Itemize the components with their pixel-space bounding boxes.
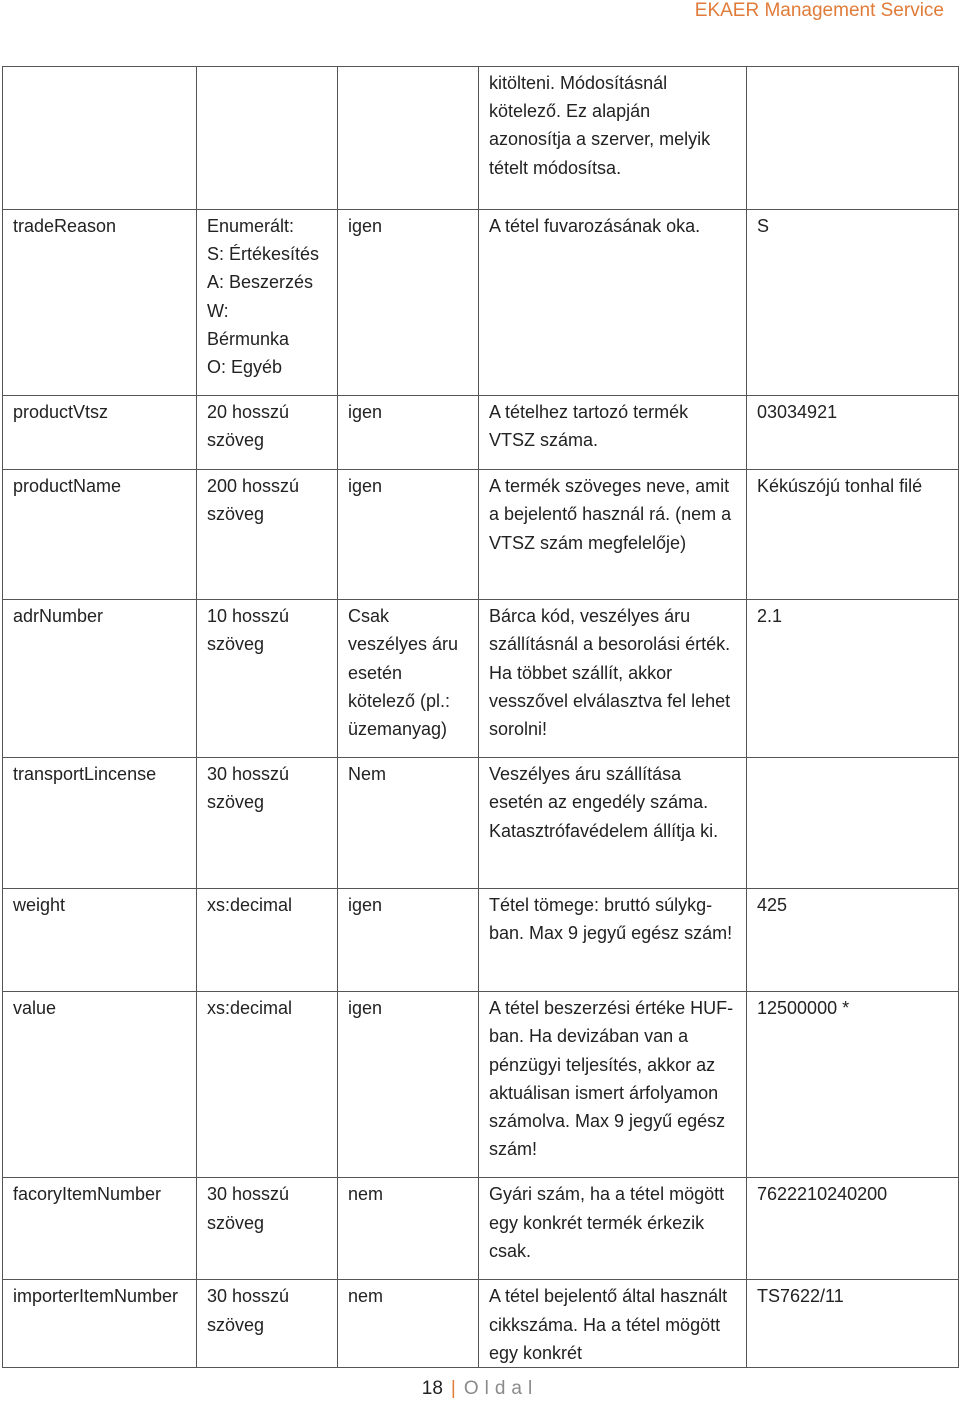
field-example-cell: [747, 758, 959, 889]
field-type-cell: [197, 67, 338, 210]
field-required-cell: nem: [338, 1280, 479, 1368]
field-required-cell: nem: [338, 1178, 479, 1280]
table-row: [3, 1280, 959, 1368]
table-row: [3, 600, 959, 758]
table-row: [3, 992, 959, 1178]
table-row: [3, 758, 959, 889]
field-type-cell: 30 hosszú szöveg: [197, 758, 338, 889]
document-header-title: EKAER Management Service: [694, 0, 944, 21]
field-description-cell: kitölteni. Módosításnál kötelező. Ez alapján azonosítja a szerver, melyik tételt módosítsa.: [479, 67, 747, 210]
table-row: [3, 396, 959, 470]
field-name-cell: productVtsz: [3, 396, 197, 470]
field-description-cell: A tétel beszerzési értéke HUF-ban. Ha devizában van a pénzügyi teljesítés, akkor az aktuálisan ismert árfolyamon számolva. Max 9 jegyű egész szám!: [479, 992, 747, 1178]
field-description-cell: Veszélyes áru szállítása esetén az engedély száma. Katasztrófavédelem állítja ki.: [479, 758, 747, 889]
field-name-cell: [3, 67, 197, 210]
field-name-cell: weight: [3, 889, 197, 992]
field-type-cell: 30 hosszú szöveg: [197, 1178, 338, 1280]
page-number: 18: [421, 1378, 443, 1399]
field-description-cell: A tétel fuvarozásának oka.: [479, 210, 747, 396]
field-type-cell: 20 hosszú szöveg: [197, 396, 338, 470]
field-required-cell: Nem: [338, 758, 479, 889]
field-name-cell: adrNumber: [3, 600, 197, 758]
field-example-cell: Kékúszójú tonhal filé: [747, 470, 959, 600]
field-required-cell: igen: [338, 992, 479, 1178]
field-example-cell: 2.1: [747, 600, 959, 758]
field-type-cell: xs:decimal: [197, 889, 338, 992]
table-row: [3, 470, 959, 600]
field-type-cell: 30 hosszú szöveg: [197, 1280, 338, 1368]
field-type-cell: xs:decimal: [197, 992, 338, 1178]
field-example-cell: 7622210240200: [747, 1178, 959, 1280]
field-required-cell: igen: [338, 470, 479, 600]
field-example-cell: 425: [747, 889, 959, 992]
field-name-cell: value: [3, 992, 197, 1178]
field-description-cell: Gyári szám, ha a tétel mögött egy konkrét termék érkezik csak.: [479, 1178, 747, 1280]
footer-separator: |: [450, 1378, 456, 1399]
field-name-cell: importerItemNumber: [3, 1280, 197, 1368]
field-spec-table: [2, 66, 959, 1368]
field-type-cell: 10 hosszú szöveg: [197, 600, 338, 758]
field-type-cell: 200 hosszú szöveg: [197, 470, 338, 600]
table-row: [3, 210, 959, 396]
field-description-cell: A tételhez tartozó termék VTSZ száma.: [479, 396, 747, 470]
field-example-cell: 03034921: [747, 396, 959, 470]
field-name-cell: tradeReason: [3, 210, 197, 396]
field-required-cell: igen: [338, 210, 479, 396]
field-example-cell: TS7622/11: [747, 1280, 959, 1368]
page-word: Oldal: [463, 1378, 539, 1399]
field-description-cell: Tétel tömege: bruttó súlykg-ban. Max 9 jegyű egész szám!: [479, 889, 747, 992]
field-name-cell: transportLincense: [3, 758, 197, 889]
field-example-cell: [747, 67, 959, 210]
page-footer: [0, 1376, 960, 1402]
field-required-cell: [338, 67, 479, 210]
field-example-cell: S: [747, 210, 959, 396]
field-description-cell: A termék szöveges neve, amit a bejelentő használ rá. (nem a VTSZ szám megfelelője): [479, 470, 747, 600]
field-required-cell: Csak veszélyes áru esetén kötelező (pl.: üzemanyag): [338, 600, 479, 758]
field-description-cell: Bárca kód, veszélyes áru szállításnál a besorolási érték. Ha többet szállít, akkor vesszővel elválasztva fel lehet sorolni!: [479, 600, 747, 758]
field-type-cell: Enumerált: S: Értékesítés A: Beszerzés W: Bérmunka O: Egyéb: [197, 210, 338, 396]
field-name-cell: facoryItemNumber: [3, 1178, 197, 1280]
field-required-cell: igen: [338, 396, 479, 470]
field-description-cell: A tétel bejelentő által használt cikkszáma. Ha a tétel mögött egy konkrét: [479, 1280, 747, 1368]
table-row: [3, 1178, 959, 1280]
field-name-cell: productName: [3, 470, 197, 600]
field-required-cell: igen: [338, 889, 479, 992]
table-row: [3, 67, 959, 210]
table-row: [3, 889, 959, 992]
field-example-cell: 12500000 *: [747, 992, 959, 1178]
